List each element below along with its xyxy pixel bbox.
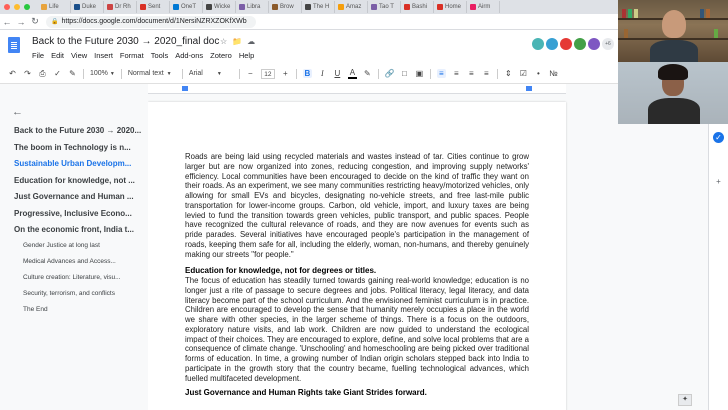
browser-tab[interactable] xyxy=(203,1,236,13)
document-title[interactable]: Back to the Future 2030 → 2020_final doc xyxy=(32,36,220,47)
chevron-down-icon: ▼ xyxy=(109,70,115,77)
browser-tab[interactable] xyxy=(434,1,467,13)
tab-favicon-icon xyxy=(140,4,146,10)
browser-tab[interactable] xyxy=(302,1,335,13)
tab-favicon-icon xyxy=(305,4,311,10)
chevron-down-icon: ▼ xyxy=(166,70,172,77)
toolbar-divider xyxy=(121,69,122,79)
toolbar-divider xyxy=(239,69,240,79)
outline-item[interactable]: Education for knowledge, not ... xyxy=(14,175,135,185)
decrease-font-size-button[interactable]: − xyxy=(248,69,253,78)
align-justify-icon[interactable]: ≡ xyxy=(484,69,489,78)
tab-favicon-icon xyxy=(173,4,179,10)
tab-favicon-icon xyxy=(437,4,443,10)
tab-label: Amaz xyxy=(346,4,362,10)
paragraph-roads[interactable]: Roads are being laid using recycled materials and wastes instead of tar. Cities continue to grow larger but are now organized into zones, reducing congestion, and improving supply networks' efficiency. Local communities have been encouraged to decide on the kind of traffic they want on their roads. As an experiment, we see many communities restricting heavy/motorized vehicles, only allowing for small EVs and bicycles, designating no-vehicle streets, and free last-mile public transportation for lower-income groups. Carbon, old vehicle, import, and luxury taxes are being levied to fund the transition towards green vehicles, public transport, and public spaces. People have recognized the cultural relevance of roads, and they are now avenues for events such as pride parades. Several initiatives have encouraged people's participation in the management of roads, keeping them safe for all, including the elderly, woman, non-humans, and thereby genuinely making our streets "for people." xyxy=(185,152,529,259)
tab-label: Life xyxy=(49,4,59,10)
font-select[interactable] xyxy=(189,70,233,77)
line-spacing-icon[interactable]: ⇕ xyxy=(505,69,512,78)
docs-header xyxy=(0,30,618,64)
tab-label: Airm xyxy=(478,4,491,10)
outline-item[interactable]: Medical Advances and Access... xyxy=(23,257,116,265)
style-value: Normal text xyxy=(127,70,164,77)
font-value: Arial xyxy=(188,70,203,77)
toolbar-divider xyxy=(430,69,431,79)
maximize-window-icon[interactable] xyxy=(24,4,30,10)
video-tile-participant-2 xyxy=(618,62,728,124)
menu-format[interactable]: Format xyxy=(119,51,144,60)
tab-favicon-icon xyxy=(239,4,245,10)
browser-tab[interactable] xyxy=(236,1,269,13)
reload-icon[interactable]: ↻ xyxy=(31,16,39,26)
docs-logo-icon[interactable] xyxy=(8,37,20,53)
align-right-icon[interactable]: ≡ xyxy=(469,69,474,78)
tab-label: Wicke xyxy=(214,4,231,10)
back-icon[interactable]: ← xyxy=(2,16,12,27)
toolbar-divider xyxy=(83,69,84,79)
video-tile-participant-1 xyxy=(618,0,728,62)
browser-tab[interactable] xyxy=(269,1,302,13)
collaborator-avatars xyxy=(532,38,614,50)
menu-zotero[interactable]: Zotero xyxy=(210,51,232,60)
link-icon[interactable]: 🔗 xyxy=(384,69,395,78)
paragraph-education[interactable]: The focus of education has steadily turned towards gaining real-world knowledge; education is no longer just a rite of passage to secure degrees and jobs. Political literacy, legal literacy, and data literacy become part of the school curriculum. And the envisioned feminist curriculum is in practice. Children are encouraged to develop the sense that humanity merely occupies a place in the world we share with other species, in the larger scheme of things. There is a focus on the outdoors, exploratory nature visits, and lab work. Children are now guided to understand the ecological impact of their choices. They are encouraged to explore, define, and solve local problems that are a consequence of climate change. 'Unschooling' and homeschooling are being picked over traditional forms of education. In time, a growing number of Indian origin scholars stepped back into India to participate in the growth story that the country became, fuelling technological advances, which fuelled multifaceted development. xyxy=(185,276,529,383)
tab-favicon-icon xyxy=(206,4,212,10)
tab-favicon-icon xyxy=(272,4,278,10)
tab-favicon-icon xyxy=(338,4,344,10)
menu-help[interactable]: Help xyxy=(238,51,255,60)
toolbar-divider xyxy=(296,69,297,79)
zoom-select[interactable] xyxy=(90,70,115,77)
add-addon-icon[interactable]: + xyxy=(716,177,721,186)
formatting-toolbar xyxy=(0,64,618,84)
image-icon[interactable]: ▣ xyxy=(415,69,424,78)
tab-label: Home xyxy=(445,4,462,10)
tab-label: Bashi xyxy=(412,4,428,10)
menu-file[interactable]: File xyxy=(32,51,45,60)
menu-view[interactable]: View xyxy=(71,51,88,60)
document-page[interactable] xyxy=(148,102,566,410)
browser-tab[interactable] xyxy=(170,1,203,13)
outline-item[interactable]: Just Governance and Human ... xyxy=(14,192,134,201)
highlight-icon[interactable]: ✎ xyxy=(364,69,371,78)
checklist-icon[interactable]: ☑ xyxy=(519,69,527,78)
redo-icon[interactable]: ↷ xyxy=(24,69,31,78)
tab-favicon-icon xyxy=(470,4,476,10)
forward-icon[interactable]: → xyxy=(16,16,26,27)
tab-favicon-icon xyxy=(371,4,377,10)
italic-icon[interactable]: I xyxy=(321,69,324,78)
style-select[interactable] xyxy=(128,70,176,77)
outline-item[interactable]: Back to the Future 2030 → 2020... xyxy=(14,126,142,135)
zoom-value: 100% xyxy=(90,70,108,77)
chevron-down-icon: ▼ xyxy=(216,70,222,77)
menu-tools[interactable]: Tools xyxy=(150,51,169,60)
tab-favicon-icon xyxy=(74,4,80,10)
more-collaborators-badge[interactable]: +6 xyxy=(602,38,614,50)
left-indent-marker[interactable] xyxy=(182,86,188,91)
tab-label: Sent xyxy=(148,4,161,10)
outline-item[interactable]: Progressive, Inclusive Econo... xyxy=(14,208,132,218)
collaborator-avatar[interactable] xyxy=(560,38,572,50)
heading-governance[interactable]: Just Governance and Human Rights take Giant Strides forward. xyxy=(185,388,427,397)
comment-icon[interactable]: □ xyxy=(401,69,407,78)
numbered-list-icon[interactable]: № xyxy=(549,69,558,78)
document-outline xyxy=(0,94,148,410)
font-size-input[interactable]: 12 xyxy=(261,69,275,79)
cloud-status-icon[interactable]: ☁ xyxy=(247,37,256,46)
ruler[interactable] xyxy=(148,84,566,94)
align-center-icon[interactable]: ≡ xyxy=(454,69,459,78)
menu-insert[interactable]: Insert xyxy=(94,51,113,60)
tab-label: Duke xyxy=(82,4,97,10)
tab-favicon-icon xyxy=(41,4,47,10)
browser-tab[interactable] xyxy=(467,1,500,13)
heading-education[interactable]: Education for knowledge, not for degrees or titles. xyxy=(185,266,377,275)
lock-icon: 🔒 xyxy=(51,19,59,25)
close-outline-icon[interactable]: ← xyxy=(12,106,23,118)
tab-label: The H xyxy=(313,4,330,10)
menu-add-ons[interactable]: Add-ons xyxy=(175,51,204,60)
outline-item[interactable]: Security, terrorism, and conflicts xyxy=(23,290,115,298)
menu-edit[interactable]: Edit xyxy=(51,51,65,60)
underline-icon[interactable]: U xyxy=(334,69,341,78)
close-window-icon[interactable] xyxy=(4,4,10,10)
menu-bar xyxy=(32,51,254,60)
undo-icon[interactable]: ↶ xyxy=(9,69,16,78)
right-indent-marker[interactable] xyxy=(526,86,532,91)
outline-item[interactable]: Culture creation: Literature, visu... xyxy=(23,273,121,281)
collaborator-avatar[interactable] xyxy=(588,38,600,50)
outline-item[interactable]: On the economic front, India t... xyxy=(14,225,135,234)
outline-item[interactable]: Gender Justice at long last xyxy=(23,241,100,249)
paint-format-icon[interactable]: ✎ xyxy=(69,69,76,78)
collaborator-avatar[interactable] xyxy=(532,38,544,50)
text-color-icon[interactable]: A xyxy=(349,67,356,77)
tab-favicon-icon xyxy=(404,4,410,10)
outline-item[interactable]: The End xyxy=(23,306,48,314)
minimize-window-icon[interactable] xyxy=(14,4,20,10)
outline-item[interactable]: The boom in Technology is n... xyxy=(14,142,131,152)
tab-label: Libra xyxy=(247,4,261,10)
toolbar-divider xyxy=(497,69,498,79)
collaborator-avatar[interactable] xyxy=(546,38,558,50)
browser-tab[interactable] xyxy=(335,1,368,13)
outline-item[interactable]: Sustainable Urban Developm... xyxy=(14,159,132,168)
star-icon[interactable]: ☆ xyxy=(220,37,228,46)
increase-font-size-button[interactable]: + xyxy=(283,69,288,78)
check-tasks-icon[interactable]: ✓ xyxy=(713,132,724,143)
bold-icon[interactable]: B xyxy=(304,69,311,78)
url-input[interactable] xyxy=(46,16,256,28)
align-left-icon[interactable]: ≡ xyxy=(437,69,446,78)
collaborator-avatar[interactable] xyxy=(574,38,586,50)
browser-tab[interactable] xyxy=(38,1,71,13)
move-folder-icon[interactable]: 📁 xyxy=(232,37,243,46)
tab-label: Brow xyxy=(280,4,294,10)
browser-tabs xyxy=(38,1,500,13)
tab-label: OneT xyxy=(181,4,197,10)
toolbar-divider xyxy=(182,69,183,79)
bulleted-list-icon[interactable]: • xyxy=(536,69,540,78)
print-icon[interactable]: ⎙ xyxy=(39,68,46,78)
browser-tab[interactable] xyxy=(71,1,104,13)
toolbar-divider xyxy=(378,69,379,79)
browser-tab[interactable] xyxy=(368,1,401,13)
side-panel xyxy=(708,124,728,410)
tab-favicon-icon xyxy=(107,4,113,10)
tab-label: Tao T xyxy=(379,4,394,10)
document-canvas xyxy=(148,94,618,410)
explore-icon[interactable]: ✦ xyxy=(678,394,692,406)
browser-tab[interactable] xyxy=(137,1,170,13)
browser-tab[interactable] xyxy=(401,1,434,13)
browser-tab[interactable] xyxy=(104,1,137,13)
url-text: https://docs.google.com/document/d/1NersiNZRXZOKfXWb xyxy=(61,18,247,25)
tab-label: Dr Rh xyxy=(115,4,131,10)
spellcheck-icon[interactable]: ✓ xyxy=(54,69,61,78)
